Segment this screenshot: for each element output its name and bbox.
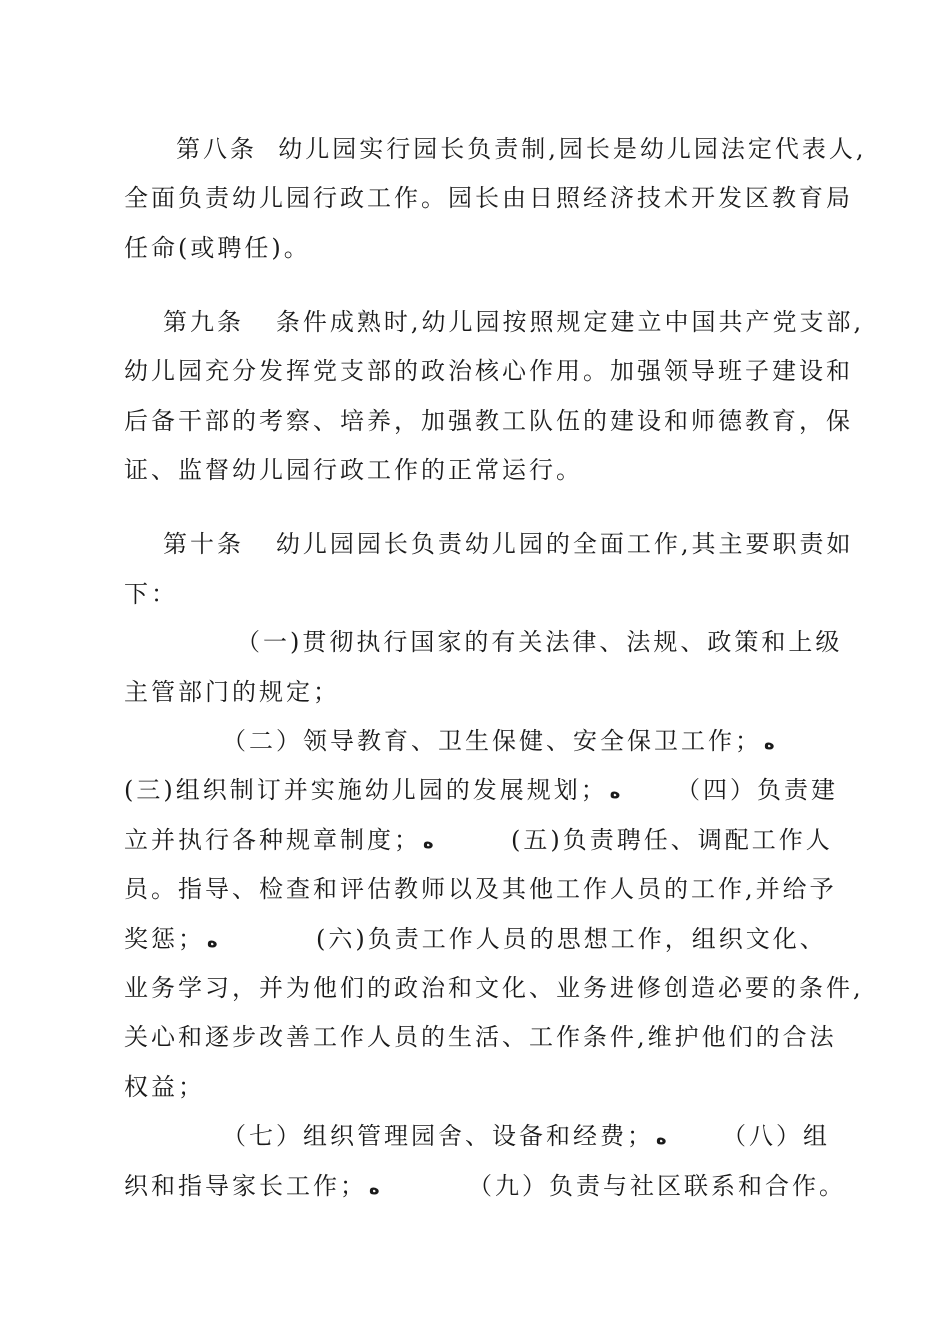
article10-line2: 下：: [124, 580, 178, 608]
duty-item-4-a: （四）负责建: [676, 776, 838, 804]
duty-item-5-b: 员。指导、检查和评估教师以及其他工作人员的工作,并给予: [124, 875, 837, 903]
article8-line1: 第八条 幼儿园实行园长负责制,园长是幼儿园法定代表人,: [176, 135, 867, 163]
article9-line4: 证、监督幼儿园行政工作的正常运行。: [124, 456, 583, 484]
paragraph-mark-icon: ه: [764, 733, 775, 754]
duty-item-2: （二）领导教育、卫生保健、安全保卫工作；: [222, 727, 762, 755]
duty-item-8-b-line: [124, 1171, 382, 1204]
paragraph-mark-icon: ه: [423, 832, 434, 853]
duty-item-8-b: 织和指导家长工作；: [124, 1172, 367, 1200]
article9-line3: 后备干部的考察、培养，加强教工队伍的建设和师德教育，保: [124, 407, 853, 435]
duty-item-6-a: (六)负责工作人员的思想工作，组织文化、: [316, 925, 827, 953]
duty-item-7-line: [222, 1121, 669, 1154]
duty-item-4-b: 立并执行各种规章制度；: [124, 826, 421, 854]
article8-line2: 全面负责幼儿园行政工作。园长由日照经济技术开发区教育局: [124, 184, 853, 212]
duty-item-5-a: (五)负责聘任、调配工作人: [511, 826, 833, 854]
article9-line1: 第九条 条件成熟时,幼儿园按照规定建立中国共产党支部,: [163, 308, 865, 336]
duty-item-6-d: 权益；: [124, 1073, 205, 1101]
article9-line2: 幼儿园充分发挥党支部的政治核心作用。加强领导班子建设和: [124, 357, 853, 385]
duty-item-1-a: （一)贯彻执行国家的有关法律、法规、政策和上级: [236, 628, 843, 656]
article8-line3: 任命(或聘任)。: [124, 234, 311, 262]
duty-item-7: （七）组织管理园舍、设备和经费；: [222, 1122, 654, 1150]
paragraph-mark-icon: ه: [609, 782, 621, 803]
paragraph-mark-icon: ه: [656, 1128, 667, 1149]
duty-item-6-b: 业务学习，并为他们的政治和文化、业务进修创造必要的条件,: [124, 974, 864, 1002]
paragraph-mark-icon: ه: [369, 1178, 380, 1199]
duty-item-5-c-line: [124, 924, 220, 957]
duty-item-3-line: [124, 775, 622, 808]
duty-item-5-c: 奖惩；: [124, 925, 205, 953]
duty-item-3: (三)组织制订并实施幼儿园的发展规划；: [124, 776, 608, 804]
duty-item-6-c: 关心和逐步改善工作人员的生活、工作条件,维护他们的合法: [124, 1023, 837, 1051]
article10-line1: 第十条 幼儿园园长负责幼儿园的全面工作,其主要职责如: [163, 530, 854, 558]
duty-item-4-b-line: [124, 825, 436, 858]
duty-item-2-line: [222, 726, 777, 759]
duty-item-1-b: 主管部门的规定；: [124, 678, 340, 706]
duty-item-8-a: （八）组: [722, 1122, 830, 1150]
duty-item-9: （九）负责与社区联系和合作。: [468, 1172, 846, 1200]
paragraph-mark-icon: ه: [207, 931, 218, 952]
